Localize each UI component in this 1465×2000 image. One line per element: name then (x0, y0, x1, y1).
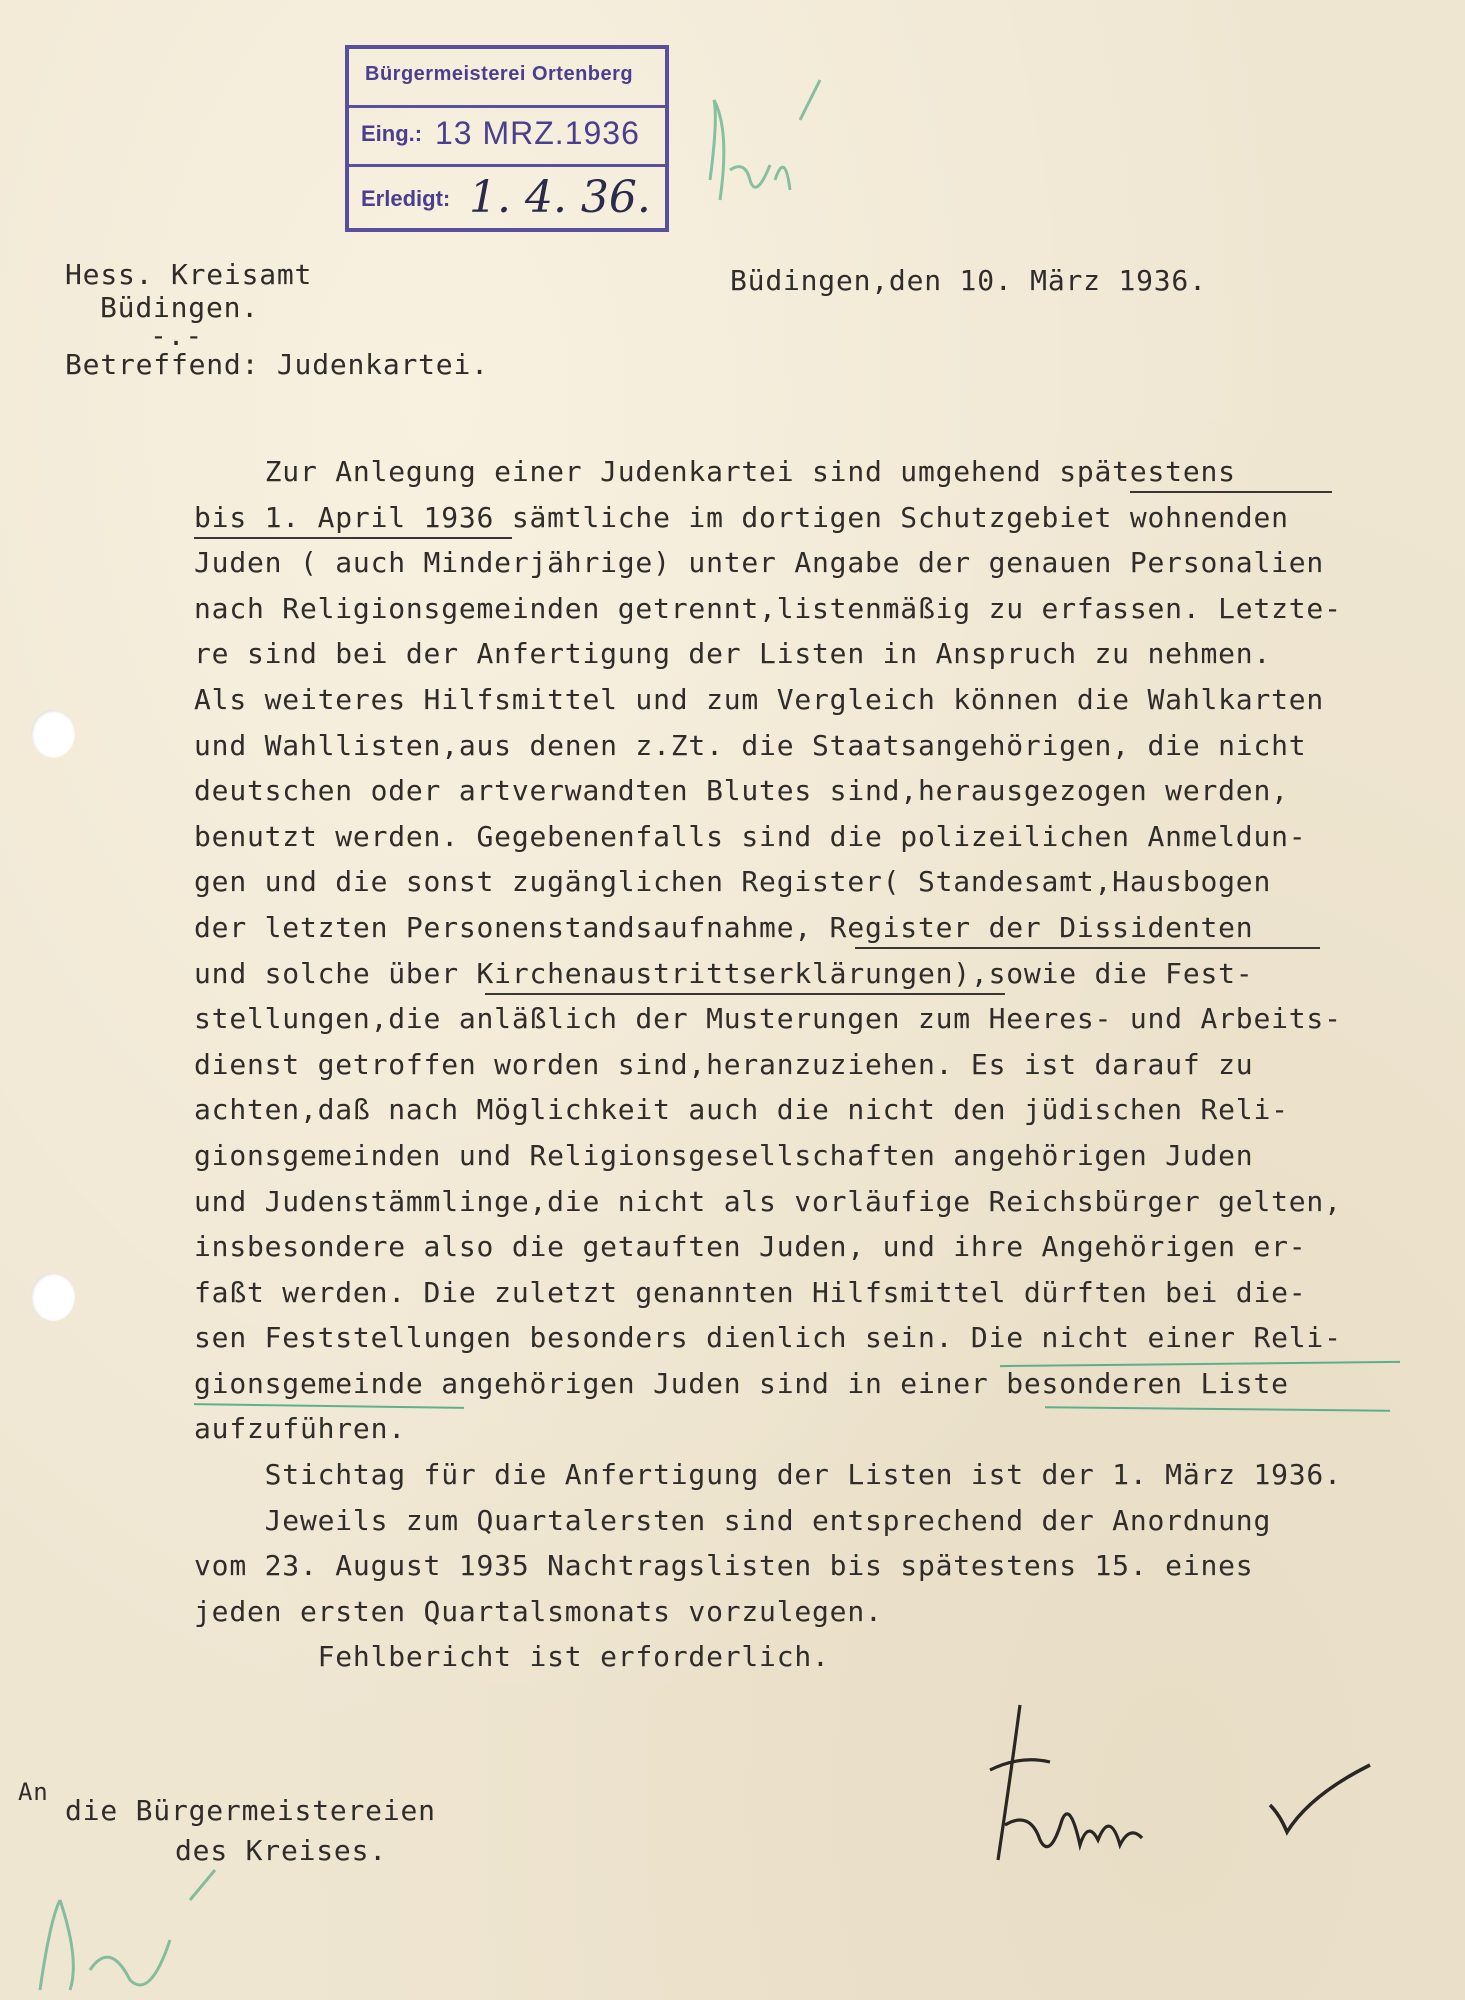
place-date: Büdingen,den 10. März 1936. (730, 264, 1207, 297)
stamp-received-label: Eing.: (361, 121, 423, 146)
body-line: deutschen oder artverwandten Blutes sind,herausgezogen werden, (194, 774, 1289, 808)
body-line: Jeweils zum Quartalersten sind entsprechend der Anordnung (194, 1503, 1272, 1537)
underline-dissidents (855, 947, 1320, 949)
underline-deadline-2 (194, 537, 512, 539)
body-line: insbesondere also die getauften Juden, und ihre Angehörigen er- (194, 1230, 1307, 1264)
underline-church-exit (485, 993, 1005, 995)
sender-line-2: Büdingen. (100, 291, 259, 324)
recipient-line-1: die Bürgermeistereien (65, 1794, 436, 1827)
body-line: und solche über Kirchenaustrittserklärungen),sowie die Fest- (194, 956, 1254, 990)
body-line: nach Religionsgemeinden getrennt,listenmäßig zu erfassen. Letzte- (194, 591, 1342, 625)
underline-deadline-1 (1130, 491, 1332, 493)
body-line: Stichtag für die Anfertigung der Listen ist der 1. März 1936. (194, 1458, 1342, 1492)
received-stamp (345, 45, 669, 232)
letter-body (194, 455, 1342, 1686)
body-line: bis 1. April 1936 sämtliche im dortigen Schutzgebiet wohnenden (194, 500, 1289, 534)
signature (970, 1700, 1190, 1870)
recipient-prefix: An (18, 1778, 49, 1806)
sender-line-1: Hess. Kreisamt (65, 258, 313, 291)
green-initials-top (690, 60, 830, 230)
body-line: der letzten Personenstandsaufnahme, Register der Dissidenten (194, 910, 1254, 944)
body-line: faßt werden. Die zuletzt genannten Hilfsmittel dürften bei die- (194, 1275, 1307, 1309)
body-line: stellungen,die anläßlich der Musterungen zum Heeres- und Arbeits- (194, 1002, 1342, 1036)
recipient-line-2: des Kreises. (175, 1834, 387, 1867)
body-line: benutzt werden. Gegebenenfalls sind die polizeilichen Anmeldun- (194, 819, 1307, 853)
green-initials-bottom (20, 1860, 220, 2000)
body-line: gionsgemeinde angehörigen Juden sind in einer besonderen Liste (194, 1366, 1289, 1400)
body-line: re sind bei der Anfertigung der Listen in Anspruch zu nehmen. (194, 637, 1272, 671)
body-line: jeden ersten Quartalsmonats vorzulegen. (194, 1594, 883, 1628)
body-line: gionsgemeinden und Religionsgesellschaften angehörigen Juden (194, 1138, 1254, 1172)
stamp-office-name: Bürgermeisterei Ortenberg (365, 63, 634, 85)
body-line: Zur Anlegung einer Judenkartei sind umgehend spätestens (194, 455, 1236, 488)
stamp-received-date: 13 MRZ.1936 (435, 115, 640, 151)
stamp-done-date: 1. 4. 36. (469, 172, 651, 223)
sender-separator: -.- (150, 319, 203, 352)
signature-mark (970, 1700, 1190, 1870)
body-line: vom 23. August 1935 Nachtragslisten bis spätestens 15. eines (194, 1549, 1254, 1583)
body-line: Fehlbericht ist erforderlich. (194, 1640, 830, 1674)
body-line: Juden ( auch Minderjährige) unter Angabe der genauen Personalien (194, 546, 1325, 580)
body-line: Als weiteres Hilfsmittel und zum Vergleich können die Wahlkarten (194, 682, 1325, 716)
punch-hole-lower (31, 1273, 75, 1321)
body-line: und Judenstämmlinge,die nicht als vorläufige Reichsbürger gelten, (194, 1184, 1342, 1218)
stamp-done-label: Erledigt: (361, 186, 451, 211)
punch-hole-upper (31, 710, 75, 758)
checkmark-icon (1265, 1760, 1375, 1840)
body-line: und Wahllisten,aus denen z.Zt. die Staatsangehörigen, die nicht (194, 728, 1307, 762)
subject-line: Betreffend: Judenkartei. (65, 348, 489, 381)
body-line: aufzuführen. (194, 1412, 406, 1446)
body-line: gen und die sonst zugänglichen Register( Standesamt,Hausbogen (194, 865, 1272, 899)
body-line: achten,daß nach Möglichkeit auch die nicht den jüdischen Reli- (194, 1093, 1289, 1127)
body-line: dienst getroffen worden sind,heranzuziehen. Es ist darauf zu (194, 1047, 1254, 1081)
body-line: sen Feststellungen besonders dienlich sein. Die nicht einer Reli- (194, 1321, 1342, 1355)
